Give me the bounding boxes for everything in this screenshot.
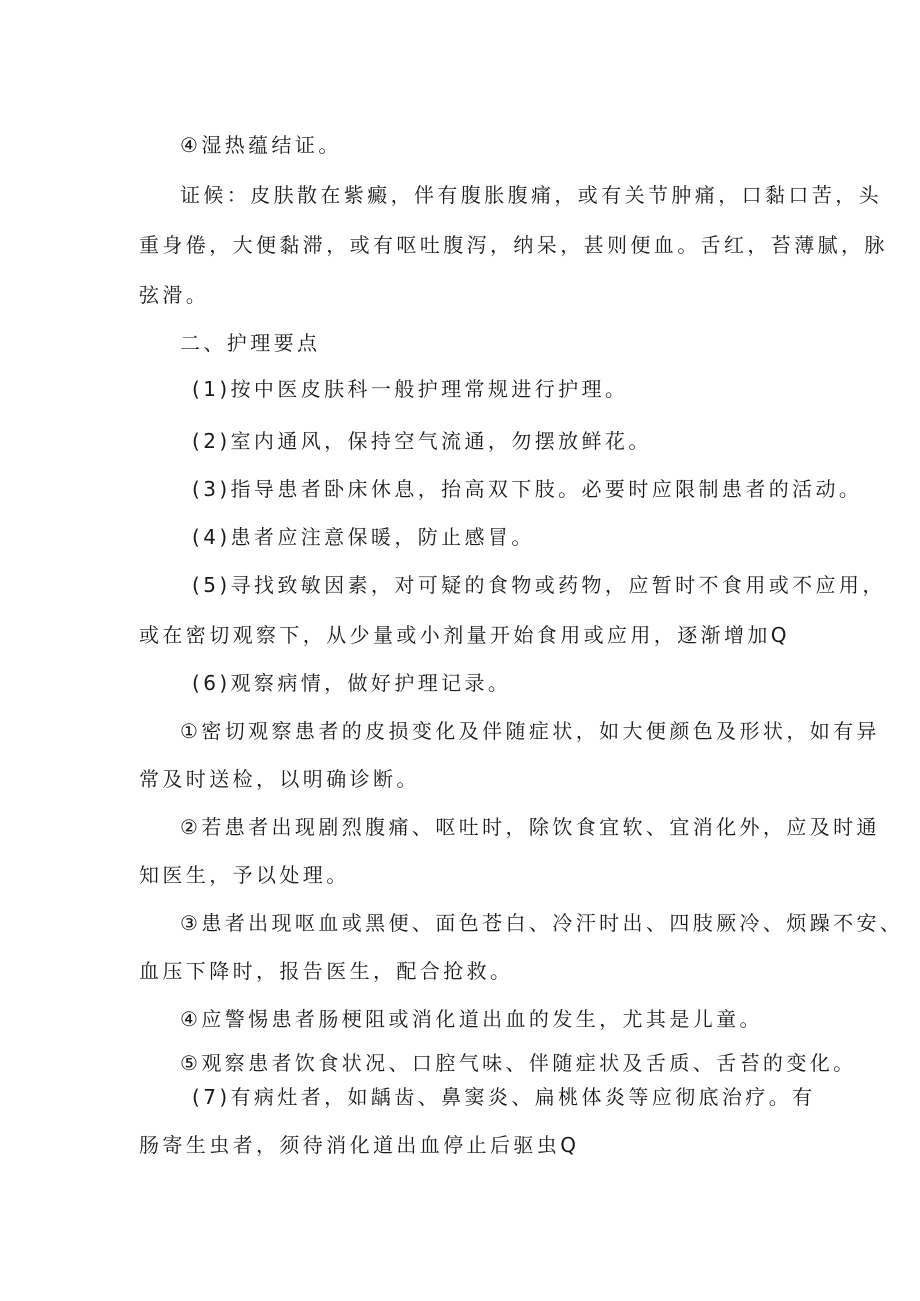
nursing-item-4: (4)患者应注意保暖，防止感冒。 [192,525,535,549]
symptoms-paragraph-line: 弦滑。 [139,283,210,307]
observation-item-1-continued: 常及时送检，以明确诊断。 [139,767,420,791]
observation-item-2-continued: 知医生，予以处理。 [139,863,350,887]
nursing-item-5: (5)寻找致敏因素，对可疑的食物或药物，应暂时不食用或不应用， [192,573,886,597]
symptoms-paragraph-line: 重身倦，大便黏滞，或有呕吐腹泻，纳呆，甚则便血。舌红，苔薄腻，脉 [139,233,888,257]
nursing-item-5-continued: 或在密切观察下，从少量或小剂量开始食用或应用，逐渐增加Q [139,623,790,647]
observation-item-4: ④应警惕患者肠梗阻或消化道出血的发生，尤其是儿童。 [180,1007,763,1031]
section-heading-damp-heat: ④湿热蕴结证。 [180,133,342,157]
observation-item-2: ②若患者出现剧烈腹痛、呕吐时，除饮食宜软、宜消化外，应及时通 [180,815,880,839]
observation-item-3: ③患者出现呕血或黑便、面色苍白、冷汗时出、四肢厥冷、烦躁不安、 [180,911,904,935]
observation-item-3-continued: 血压下降时，报告医生，配合抢救。 [139,959,514,983]
nursing-item-2: (2)室内通风，保持空气流通，勿摆放鲜花。 [192,429,652,453]
nursing-item-6: (6)观察病情，做好护理记录。 [192,671,512,695]
observation-item-5: ⑤观察患者饮食状况、口腔气味、伴随症状及舌质、舌苔的变化。 [180,1051,857,1075]
section-heading-nursing-points: 二、护理要点 [180,331,321,355]
nursing-item-3: (3)指导患者卧床休息，抬高双下肢。必要时应限制患者的活动。 [192,477,863,501]
nursing-item-7: (7)有病灶者，如龋齿、鼻窦炎、扁桃体炎等应彻底治疗。有 [192,1085,816,1109]
nursing-item-1: (1)按中医皮肤科一般护理常规进行护理。 [192,377,629,401]
symptoms-paragraph-line: 证候：皮肤散在紫癜，伴有腹胀腹痛，或有关节肿痛，口黏口苦，头 [180,183,882,207]
observation-item-1: ①密切观察患者的皮损变化及伴随症状，如大便颜色及形状，如有异 [180,719,880,743]
nursing-item-7-continued: 肠寄生虫者，须待消化道出血停止后驱虫Q [139,1133,580,1157]
